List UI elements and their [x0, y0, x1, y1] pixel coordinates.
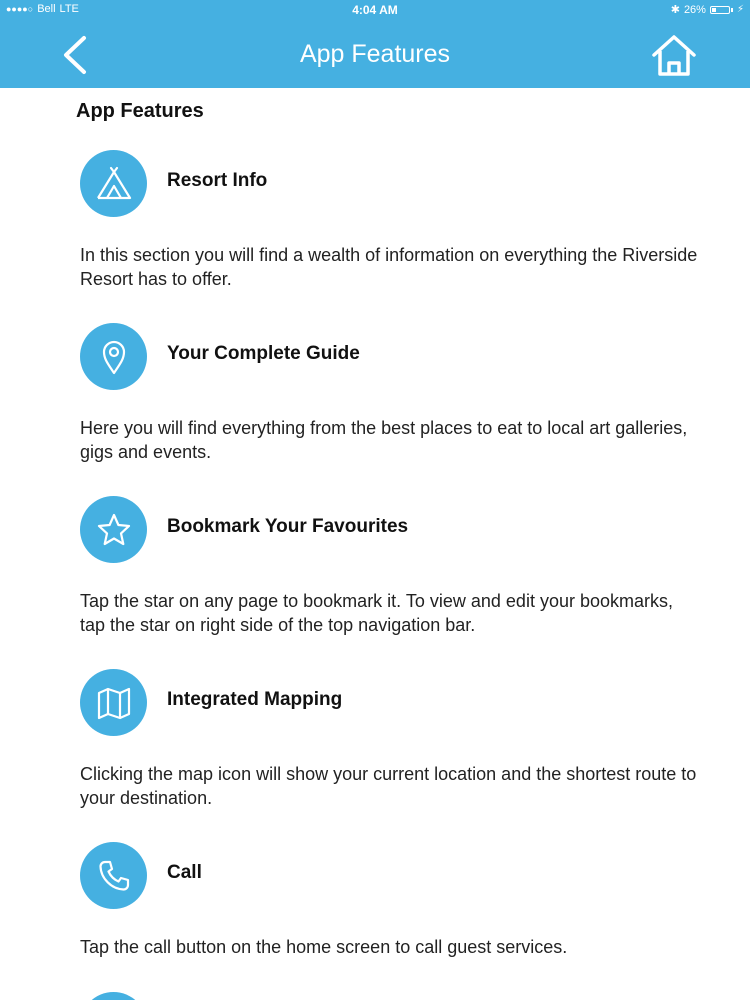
charging-bolt-icon: ⚡: [736, 4, 744, 15]
feature-description: In this section you will find a wealth of information on everything the Riverside Resort has to offer.: [80, 245, 698, 289]
status-bar: [0, 0, 750, 22]
battery-percent: 26%: [683, 3, 706, 16]
feature-description: Tap the star on any page to bookmark it. To view and edit your bookmarks, tap the star on right side of the top navigation bar.: [80, 591, 673, 635]
carrier-name: Bell: [37, 3, 56, 15]
battery-fill: [712, 8, 716, 12]
feature-description: Tap the call button on the home screen to call guest services.: [80, 937, 568, 957]
map-icon: [94, 683, 134, 723]
network-type: LTE: [59, 3, 79, 15]
star-icon: [94, 510, 134, 550]
feature-title: Integrated Mapping: [167, 689, 343, 710]
nav-bar: [0, 22, 750, 88]
status-right: [671, 3, 744, 16]
header: [0, 0, 750, 88]
battery-tip: [731, 8, 733, 12]
feature-title: Resort Info: [167, 170, 268, 191]
feature-icon-circle: [80, 150, 147, 217]
feature-icon-circle: [80, 496, 147, 563]
feature-title: Your Complete Guide: [167, 343, 360, 364]
feature-icon-circle: [80, 323, 147, 390]
feature-icon-circle: [80, 669, 147, 736]
feature-icon-circle: [80, 842, 147, 909]
phone-icon: [94, 856, 134, 896]
battery-icon: [710, 6, 730, 14]
feature-title: Call: [167, 862, 202, 883]
feature-title: Bookmark Your Favourites: [167, 516, 409, 537]
feature-description: Clicking the map icon will show your current location and the shortest route to your destination.: [80, 764, 697, 808]
status-time: 4:04 AM: [352, 3, 398, 17]
page-title: App Features: [299, 40, 451, 68]
feature-icon-circle: [80, 992, 147, 1000]
feature-description: Here you will find everything from the best places to eat to local art galleries, gigs and events.: [80, 418, 688, 462]
section-heading: App Features: [76, 100, 204, 122]
home-icon: [650, 32, 698, 78]
home-button[interactable]: [650, 32, 698, 78]
signal-strength-icon: ●●●●○: [6, 4, 34, 14]
bluetooth-icon: ✱: [670, 4, 680, 16]
map-pin-icon: [94, 337, 134, 377]
tent-icon: [94, 164, 134, 204]
